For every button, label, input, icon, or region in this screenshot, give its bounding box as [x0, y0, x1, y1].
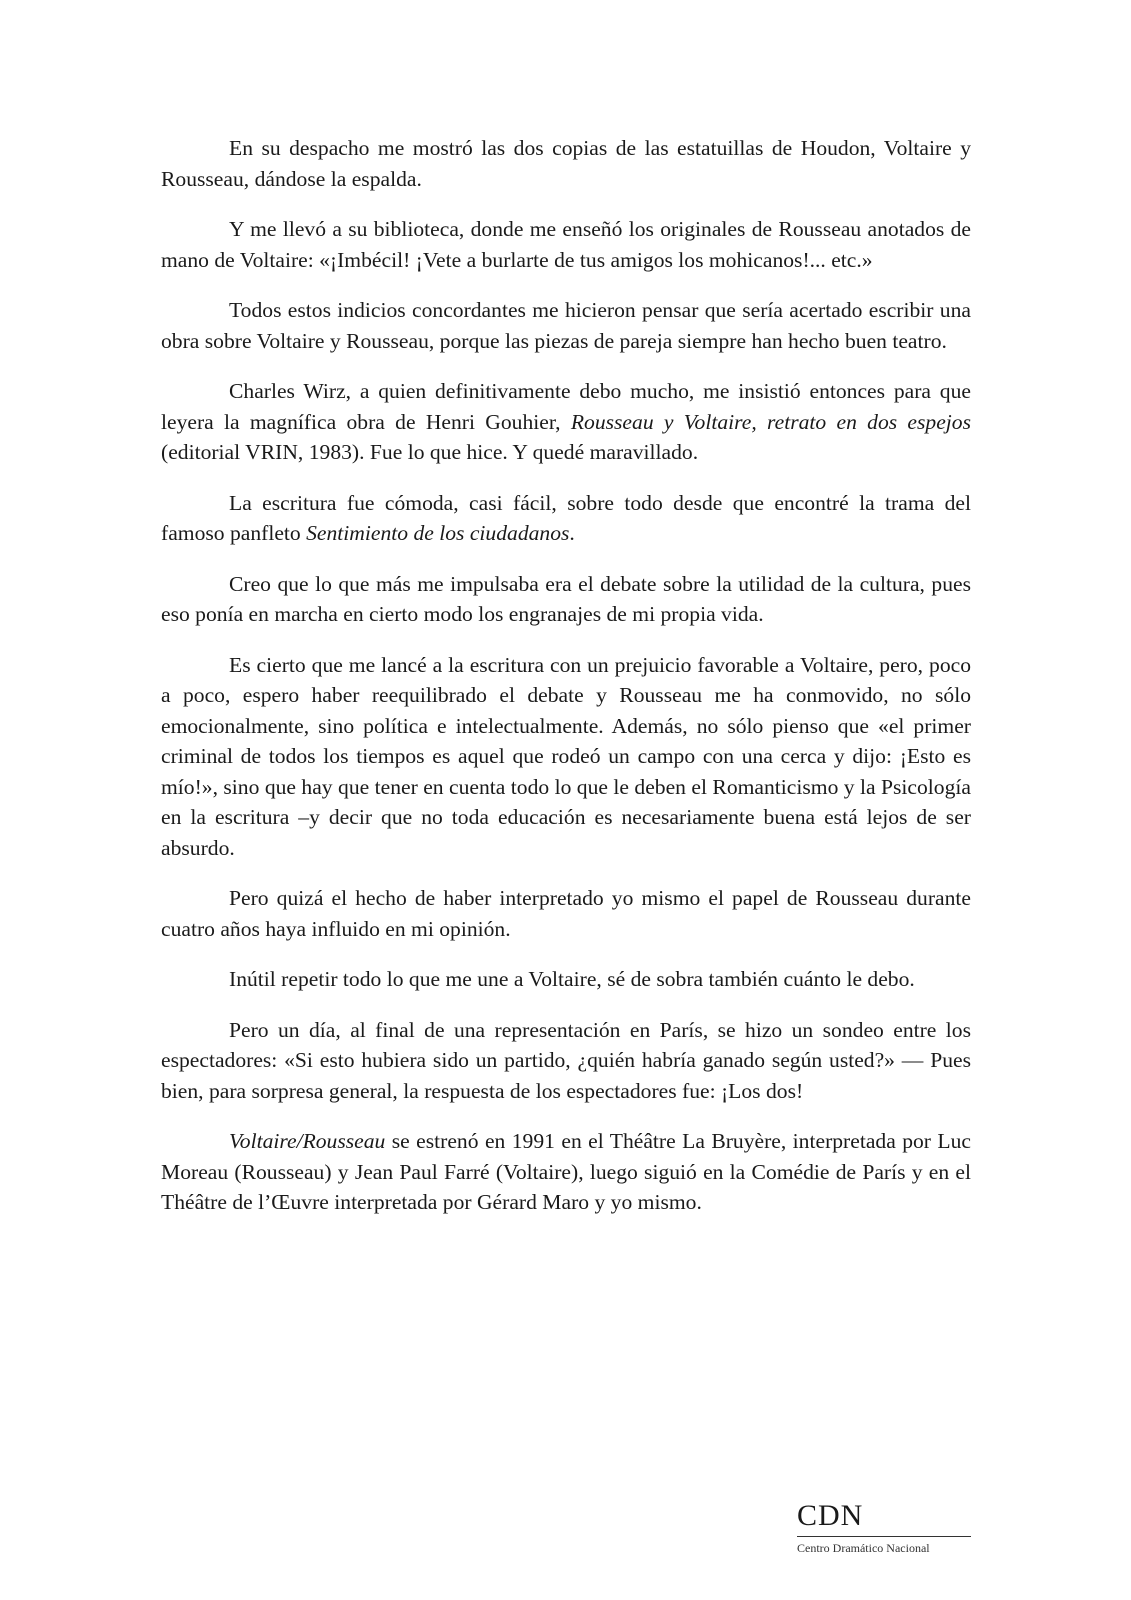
play-title-italic: Voltaire/Rousseau	[229, 1129, 386, 1153]
paragraph-charles-wirz	[161, 376, 971, 468]
cdn-logo-mark: CDN	[797, 1499, 864, 1532]
paragraph-library-originals: Y me llevó a su biblioteca, donde me enseñó los originales de Rousseau anotados de mano de Voltaire: «¡Imbécil! ¡Vete a burlarte de tus amigos los mohicanos!... etc.»	[161, 217, 971, 272]
cdn-logo	[797, 1501, 971, 1555]
book-title-italic: Rousseau y Voltaire, retrato en dos espejos	[570, 409, 971, 434]
text-run: se estrenó en 1991 en el Théâtre La Bruyère, interpretada por Luc Moreau (Rousseau) y Jean Paul Farré (Voltaire), luego siguió en la Comédie de París y en el Théâtre de l’Œuvre interpretada por Gérard Maro y yo mismo.	[161, 1129, 971, 1214]
paragraph-houdon-statuettes: En su despacho me mostró las dos copias de las estatuillas de Houdon, Voltaire y Rousseau, dándose la espalda.	[161, 136, 971, 191]
document-body	[161, 133, 971, 1238]
paragraph-writing-comfortable	[161, 488, 971, 549]
paragraph-premiere	[161, 1126, 971, 1218]
text-run: Charles Wirz, a quien definitivamente debo mucho, me insistió entonces para que leyera la magnífica obra de Henri Gouhier,	[161, 379, 971, 434]
text-run: .	[569, 521, 575, 545]
text-run: La escritura fue cómoda, casi fácil, sobre todo desde que encontré la trama del famoso panfleto	[161, 490, 971, 545]
pamphlet-title-italic: Sentimiento de los ciudadanos	[306, 521, 570, 545]
paragraph-culture-debate: Creo que lo que más me impulsaba era el debate sobre la utilidad de la cultura, pues eso ponía en marcha en cierto modo los engranajes de mi propia vida.	[161, 571, 971, 626]
cdn-logo-subtitle: Centro Dramático Nacional	[797, 1541, 930, 1555]
paragraph-concordant-clues: Todos estos indicios concordantes me hicieron pensar que sería acertado escribir una obra sobre Voltaire y Rousseau, porque las piezas de pareja siempre han hecho buen teatro.	[161, 298, 971, 353]
paragraph-owe-voltaire: Inútil repetir todo lo que me une a Voltaire, sé de sobra también cuánto le debo.	[229, 967, 915, 991]
paragraph-prejudice-voltaire: Es cierto que me lancé a la escritura con un prejuicio favorable a Voltaire, pero, poco a poco, espero haber reequilibrado el debate y Rousseau me ha conmovido, no sólo emocionalmente, sino política e intelectualmente. Además, no sólo pienso que «el primer criminal de todos los tiempos es aquel que rodeó un campo con una cerca y dijo: ¡Esto es mío!», sino que hay que tener en cuenta todo lo que le deben el Romanticismo y la Psicología en la escritura –y decir que no toda educación es necesariamente buena está lejos de ser absurdo.	[161, 652, 971, 860]
text-run: (editorial VRIN, 1983). Fue lo que hice. Y quedé maravillado.	[161, 440, 699, 464]
paragraph-audience-poll: Pero un día, al final de una representación en París, se hizo un sondeo entre los espectadores: «Si esto hubiera sido un partido, ¿quién habría ganado según usted?» — Pues bien, para sorpresa general, la respuesta de los espectadores fue: ¡Los dos!	[161, 1017, 971, 1103]
logo-divider	[797, 1536, 971, 1537]
paragraph-played-rousseau: Pero quizá el hecho de haber interpretado yo mismo el papel de Rousseau durante cuatro años haya influido en mi opinión.	[161, 886, 971, 941]
